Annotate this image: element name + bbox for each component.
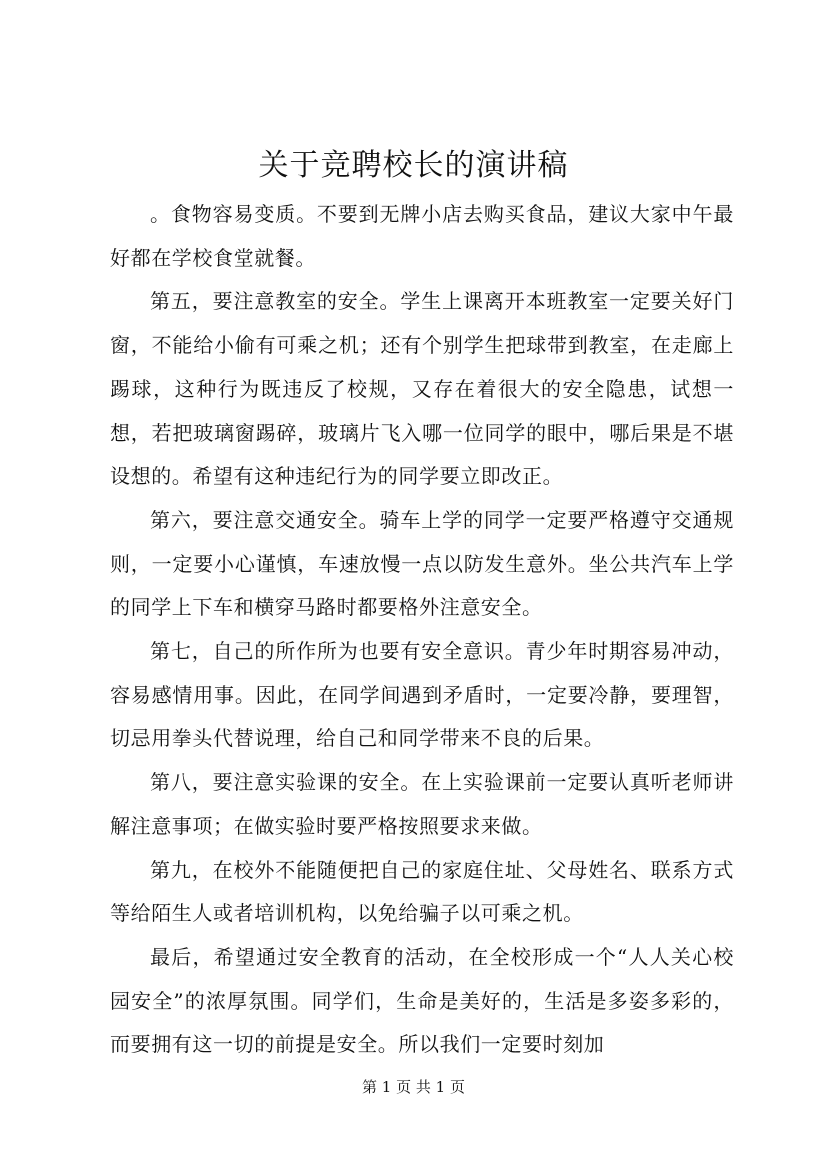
paragraph-food-safety: 。食物容易变质。不要到无牌小店去购买食品，建议大家中午最好都在学校食堂就餐。 — [110, 202, 734, 270]
paragraph-traffic-safety: 第六，要注意交通安全。骑车上学的同学一定要严格遵守交通规则，一定要小心谨慎，车速放慢一点以防发生意外。坐公共汽车上学的同学上下车和横穿马路时都要格外注意安全。 — [110, 507, 734, 620]
paragraph-classroom-safety: 第五，要注意教室的安全。学生上课离开本班教室一定要关好门窗，不能给小偷有可乘之机；还有个别学生把球带到教室，在走廊上踢球，这种行为既违反了校规，又存在着很大的安全隐患，试想一想，若把玻璃窗踢碎，玻璃片飞入哪一位同学的眼中，哪后果是不堪设想的。希望有这种违纪行为的同学要立即改正。 — [110, 289, 734, 489]
paragraph-conclusion: 最后，希望通过安全教育的活动，在全校形成一个“人人关心校园安全”的浓厚氛围。同学们，生命是美好的，生活是多姿多彩的，而要拥有这一切的前提是安全。所以我们一定要时刻加 — [110, 944, 734, 1057]
paragraph-behavior-safety: 第七，自己的所作所为也要有安全意识。青少年时期容易冲动，容易感情用事。因此，在同学间遇到矛盾时，一定要冷静，要理智，切忌用拳头代替说理，给自己和同学带来不良的后果。 — [110, 639, 734, 751]
document-title: 关于竞聘校长的演讲稿 — [258, 148, 569, 183]
page-footer: 第 1 页 共 1 页 — [362, 1078, 465, 1096]
paragraph-lab-safety: 第八，要注意实验课的安全。在上实验课前一定要认真听老师讲解注意事项；在做实验时要严格按照要求来做。 — [110, 770, 734, 838]
paragraph-privacy-safety: 第九，在校外不能随便把自己的家庭住址、父母姓名、联系方式等给陌生人或者培训机构，以免给骗子以可乘之机。 — [110, 857, 734, 926]
document-body — [110, 193, 734, 1067]
